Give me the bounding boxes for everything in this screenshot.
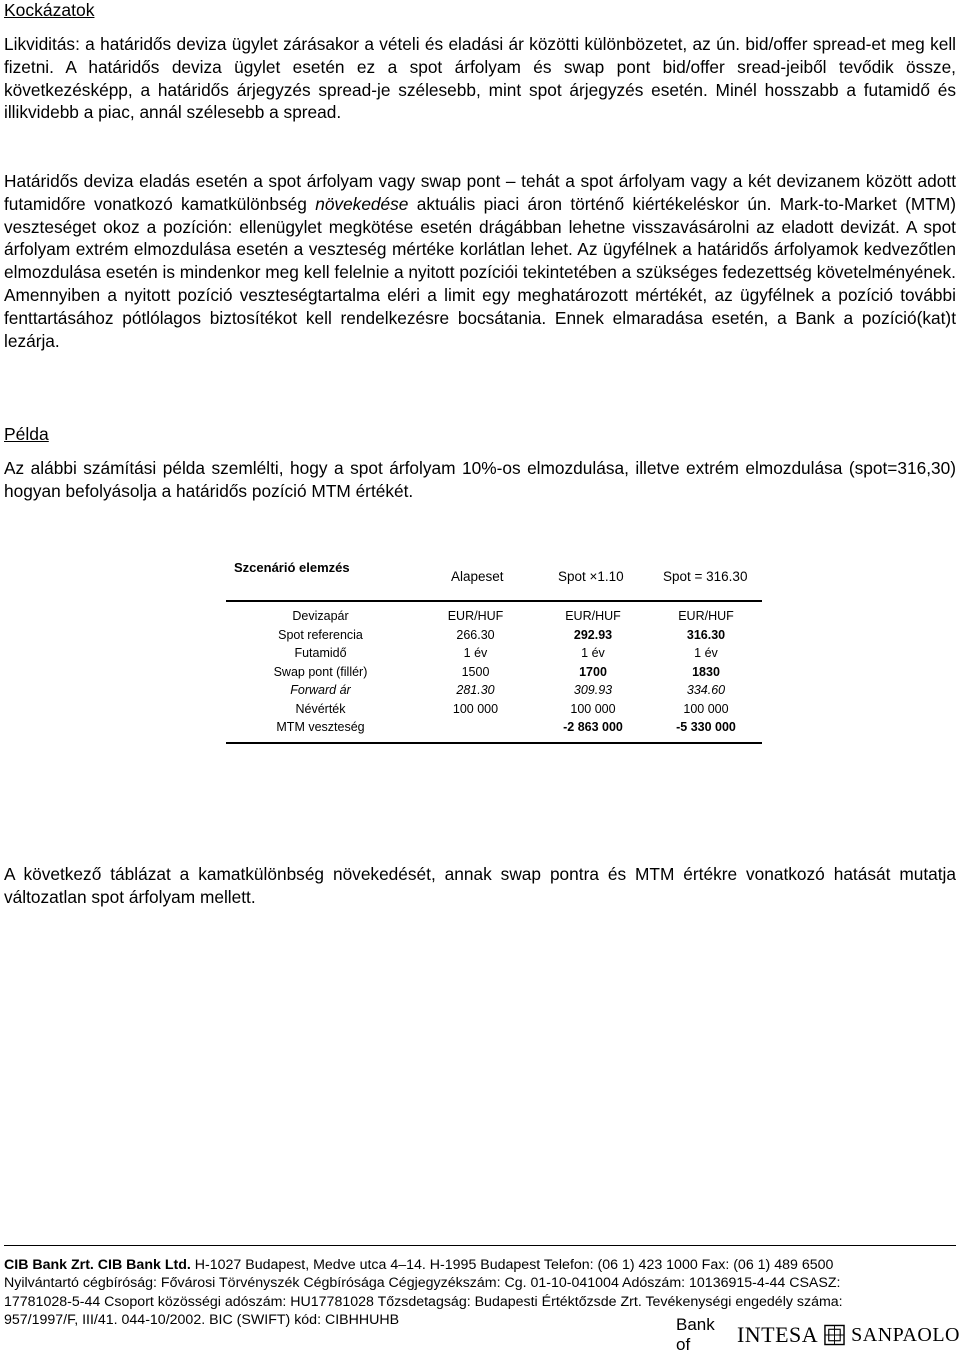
table-cell: 1700: [579, 664, 607, 679]
table-cell: -5 330 000: [676, 720, 736, 735]
table-cell: 1 év: [463, 646, 488, 661]
table-row: [226, 644, 762, 663]
row-label: Futamidő: [294, 646, 347, 661]
table-cell: -2 863 000: [563, 720, 623, 735]
column-header-spot-110: Spot ×1.10: [558, 569, 624, 584]
table-cell: 292.93: [573, 627, 613, 642]
table-row: [226, 663, 762, 682]
table-row: [226, 626, 762, 645]
logo-intesa: INTESA: [736, 1322, 819, 1347]
table-bottom-rule: [226, 742, 762, 744]
table-cell: 1 év: [694, 646, 718, 661]
footer-line-3: 17781028-5-44 Csoport közösségi adószám: HU17781028 Tőzsdetagság: Budapesti Értéktőzsde Zrt. Tevékenységi engedély száma:: [4, 1293, 843, 1310]
table-cell: 1 év: [581, 646, 605, 661]
row-label: Swap pont (fillér): [273, 664, 368, 679]
table-cell: EUR/HUF: [565, 609, 621, 624]
forward-sale-italic: növekedése: [315, 193, 409, 214]
table-cell: 334.60: [686, 683, 726, 698]
next-table-intro: A következő táblázat a kamatkülönbség növekedését, annak swap pontra és MTM értékre vonatkozó hatását mutatja változatlan spot árfolyam mellett.: [4, 864, 956, 907]
risks-heading: Kockázatok: [4, 0, 95, 20]
example-heading: Példa: [4, 424, 49, 444]
scenario-title: Szcenárió elemzés: [234, 560, 350, 575]
table-row: [226, 681, 762, 700]
forward-sale-paragraph: [4, 170, 956, 352]
table-cell: 1830: [692, 664, 720, 679]
table-cell: 266.30: [456, 627, 495, 642]
table-cell: 100 000: [452, 701, 499, 716]
row-label: Devizapár: [292, 609, 349, 624]
footer-line-1: [4, 1256, 956, 1274]
footer-company: CIB Bank Zrt. CIB Bank Ltd.: [4, 1257, 191, 1273]
column-header-base: Alapeset: [451, 569, 504, 584]
scenario-table: [226, 607, 762, 737]
table-cell: EUR/HUF: [678, 609, 734, 624]
table-row: [226, 700, 762, 719]
forward-sale-text-1: Határidős deviza eladás esetén a spot árfolyam vagy swap pont – tehát a spot árfolyam vagy a két devizanem között adott futamidőre vonatkozó kamatkülönbség: [4, 171, 956, 214]
logo-bank-of: Bank of: [676, 1315, 715, 1354]
footer-address: H-1027 Budapest, Medve utca 4–14. H-1995 Budapest Telefon: (06 1) 423 1000 Fax: (06 1) 489 6500: [190, 1257, 834, 1273]
footer: [4, 1256, 956, 1329]
footer-rule: [4, 1245, 956, 1246]
table-cell: 100 000: [570, 701, 616, 716]
table-cell: 1500: [461, 664, 490, 679]
table-row: [226, 718, 762, 737]
column-header-spot-31630: Spot = 316.30: [663, 569, 748, 584]
row-label: Spot referencia: [278, 627, 363, 642]
table-row: [226, 607, 762, 626]
row-label: Névérték: [295, 701, 346, 716]
logo-emblem-icon: [824, 1324, 845, 1346]
bank-logo: [676, 1315, 960, 1354]
table-cell: [415, 718, 536, 737]
logo-sanpaolo: SANPAOLO: [851, 1323, 960, 1346]
table-cell: 100 000: [683, 701, 729, 716]
liquidity-paragraph: Likviditás: a határidős deviza ügylet zárásakor a vételi és eladási ár közötti különbözetet, az ún. bid/offer spread-et meg kell fizetni. A határidős deviza ügylet esetén ez a spot árfolyam és swap pont bid/offer sread-jeiből tevődik össze, következésképp, a határidős árjegyzés spread-je szélesebb, mint spot árjegyzés esetén. Minél hosszabb a futamidő és illikvidebb a piac, annál szélesebb a spread.: [4, 34, 956, 123]
footer-line-4: 957/1997/F, III/41. 044-10/2002. BIC (SWIFT) kód: CIBHHUHB: [4, 1311, 400, 1328]
example-intro: Az alábbi számítási példa szemlélti, hogy a spot árfolyam 10%-os elmozdulása, illetve extrém elmozdulása (spot=316,30) hogyan befolyásolja a határidős pozíció MTM értékét.: [4, 458, 956, 501]
table-top-rule: [226, 600, 762, 602]
table-cell: 309.93: [573, 683, 613, 698]
row-label: Forward ár: [290, 683, 351, 698]
table-cell: 316.30: [686, 627, 726, 642]
row-label: MTM veszteség: [276, 720, 365, 735]
forward-sale-text-2: aktuális piaci áron történő kiértékeléskor ún. Mark-to-Market (MTM) veszteséget okoz a pozíción: ellenügylet megkötése esetén drágábban lehetne visszavásárolni az eladott devizát. A spot árfolyam extrém elmozdulása esetén a veszteség mértéke korlátlan lehet. Az ügyfélnek a határidős árfolyamok kedvezőtlen elmozdulása esetén is mindenkor meg kell felelnie a nyitott pozíciói tekintetében a szükséges fedezettség követelményének. Amennyiben a nyitott pozíció veszteségtartalma eléri a limit egy meghatározott mértékét, az ügyfélnek a pozíció további fenttartásához pótlólagos biztosítékot kell rendelkezésre bocsátania. Ennek elmaradása esetén, a Bank a pozíció(kat)t lezárja.: [4, 193, 957, 351]
table-cell: 281.30: [456, 683, 495, 698]
table-cell: EUR/HUF: [447, 609, 504, 624]
footer-line-2: Nyilvántartó cégbíróság: Fővárosi Törvényszék Cégbírósága Cégjegyzékszám: Cg. 01-10-041004 Adószám: 10136915-4-44 CSASZ:: [4, 1275, 841, 1292]
